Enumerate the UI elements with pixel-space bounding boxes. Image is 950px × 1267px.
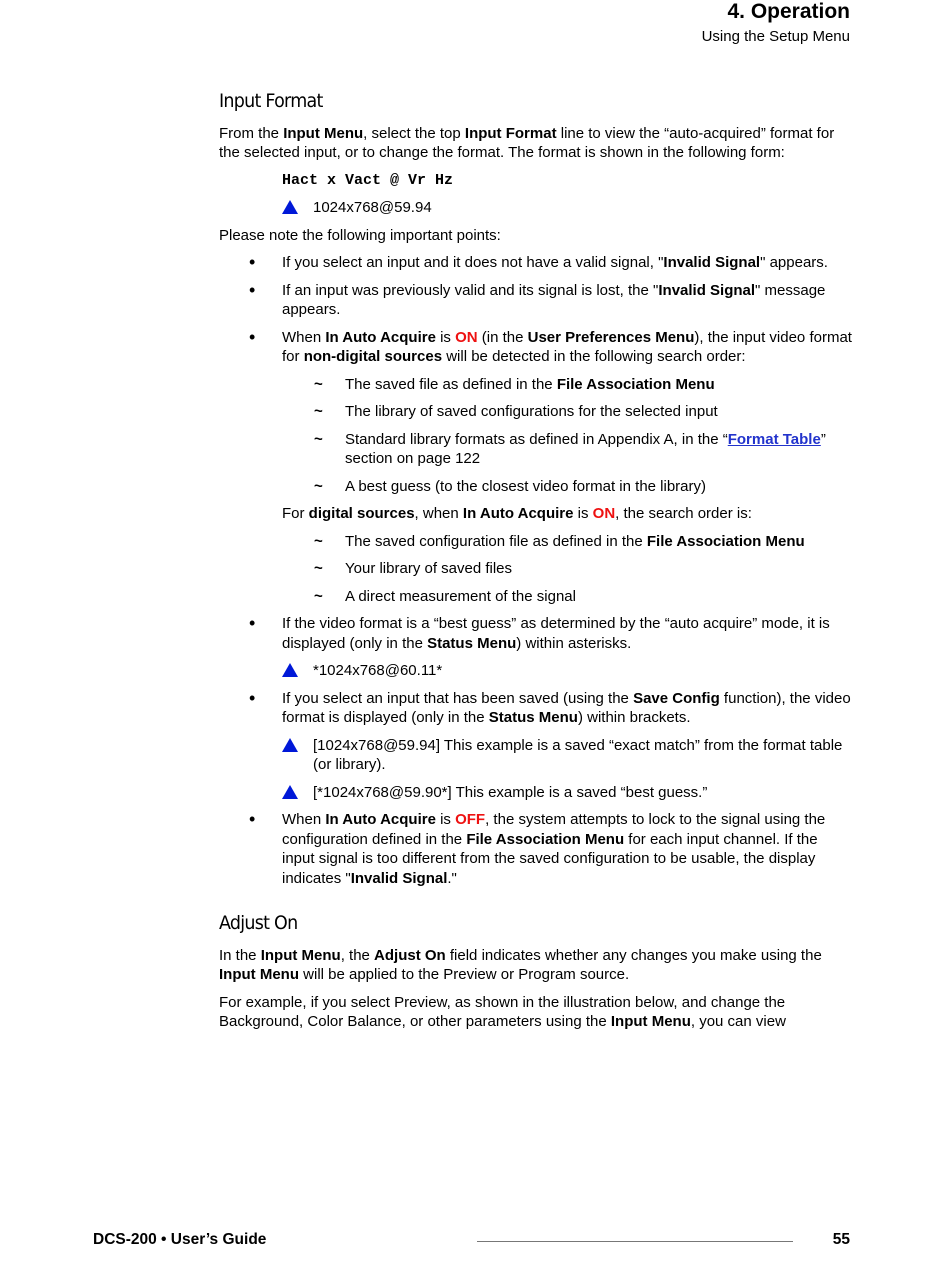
search-order-item (219, 375, 854, 395)
example-item (219, 736, 854, 775)
notes-lead: Please note the following important points: (219, 226, 501, 244)
bullet-icon: • (249, 809, 256, 829)
search-order-item (219, 532, 854, 552)
bullet-text: If you select an input and it does not have a valid signal, "Invalid Signal" appears. (282, 254, 828, 271)
bullet-text: When In Auto Acquire is OFF, the system attempts to lock to the signal using the configuration defined in the File Association Menu for each input channel. If the input signal is too different from the saved configuration to be usable, the display indicates "Invalid Signal." (282, 811, 826, 887)
search-order-text: The saved configuration file as defined in the File Association Menu (345, 532, 805, 550)
bullet-item (219, 689, 854, 728)
example-text: *1024x768@60.11* (313, 662, 443, 679)
bullet-item (219, 281, 854, 320)
tilde-icon: ~ (314, 560, 323, 577)
bullet-icon: • (249, 687, 256, 708)
example-text: [1024x768@59.94] This example is a saved “exact match” from the format table (or library). (313, 736, 843, 773)
footer-title: DCS-200 • User’s Guide (93, 1231, 267, 1248)
search-order-item (219, 559, 854, 579)
bullet-item (219, 328, 854, 367)
tilde-icon: ~ (314, 403, 323, 420)
bullet-icon: • (249, 279, 256, 300)
search-order-text: A best guess (to the closest video format in the library) (345, 477, 707, 495)
search-order-text: The library of saved configurations for the selected input (345, 403, 718, 420)
bullet-icon: • (249, 613, 256, 633)
triangle-icon (282, 200, 298, 214)
bullet-text: If you select an input that has been saved (using the Save Config function), the video format is displayed (only in the Status Menu) within brackets. (282, 689, 851, 726)
bullet-icon: • (249, 326, 256, 347)
bullet-icon: • (249, 252, 256, 272)
format-table-link[interactable]: Format Table (727, 430, 821, 448)
bullet-item (219, 614, 854, 653)
section-subtitle: Using the Setup Menu (701, 28, 850, 45)
format-form: Hact x Vact @ Vr Hz (282, 171, 454, 189)
heading-input-format: Input Format (219, 90, 323, 112)
tilde-icon: ~ (314, 587, 323, 605)
search-order-item (219, 587, 854, 607)
tilde-icon: ~ (314, 532, 323, 550)
search-order-text: A direct measurement of the signal (345, 587, 576, 605)
search-order-item (219, 402, 854, 422)
example-text: 1024x768@59.94 (313, 199, 432, 216)
adjust-on-paragraph: In the Input Menu, the Adjust On field indicates whether any changes you make using the Input Menu will be applied to the Preview or Program source. (219, 946, 822, 983)
page-content (219, 92, 854, 1040)
search-order-text: Standard library formats as defined in Appendix A, in the “Format Table” section on page 122 (345, 430, 826, 467)
bullet-item (219, 810, 854, 888)
search-order-text: The saved file as defined in the File Association Menu (345, 375, 715, 393)
bullet-text: If the video format is a “best guess” as determined by the “auto acquire” mode, it is displayed (only in the Status Menu) within asterisks. (282, 615, 830, 652)
tilde-icon: ~ (314, 477, 323, 495)
search-order-item (219, 477, 854, 497)
example-item (219, 661, 854, 681)
bullet-text: When In Auto Acquire is ON (in the User Preferences Menu), the input video format for non-digital sources will be detected in the following search order: (282, 328, 852, 365)
example-item (219, 198, 854, 218)
triangle-icon (282, 663, 298, 677)
search-order-item (219, 430, 854, 469)
bullet-text: If an input was previously valid and its signal is lost, the "Invalid Signal" message appears. (282, 281, 826, 318)
digital-sources-note: For digital sources, when In Auto Acquire is ON, the search order is: (282, 505, 752, 522)
heading-adjust-on: Adjust On (219, 912, 298, 934)
bullet-item (219, 253, 854, 273)
triangle-icon (282, 785, 298, 799)
search-order-text: Your library of saved files (345, 560, 513, 577)
input-format-intro: From the Input Menu, select the top Input Format line to view the “auto-acquired” format for the selected input, or to change the format. The format is shown in the following form: (219, 124, 835, 161)
chapter-title: 4. Operation (727, 0, 850, 23)
tilde-icon: ~ (314, 430, 323, 448)
triangle-icon (282, 738, 298, 752)
example-item (219, 783, 854, 803)
example-text: [*1024x768@59.90*] This example is a saved “best guess.” (313, 783, 708, 801)
adjust-on-example-paragraph: For example, if you select Preview, as shown in the illustration below, and change the Background, Color Balance, or other parameters using the Input Menu, you can view (219, 993, 786, 1030)
page-number: 55 (832, 1231, 850, 1248)
footer-rule (477, 1241, 793, 1242)
section-spacer (219, 896, 854, 914)
tilde-icon: ~ (314, 375, 323, 393)
